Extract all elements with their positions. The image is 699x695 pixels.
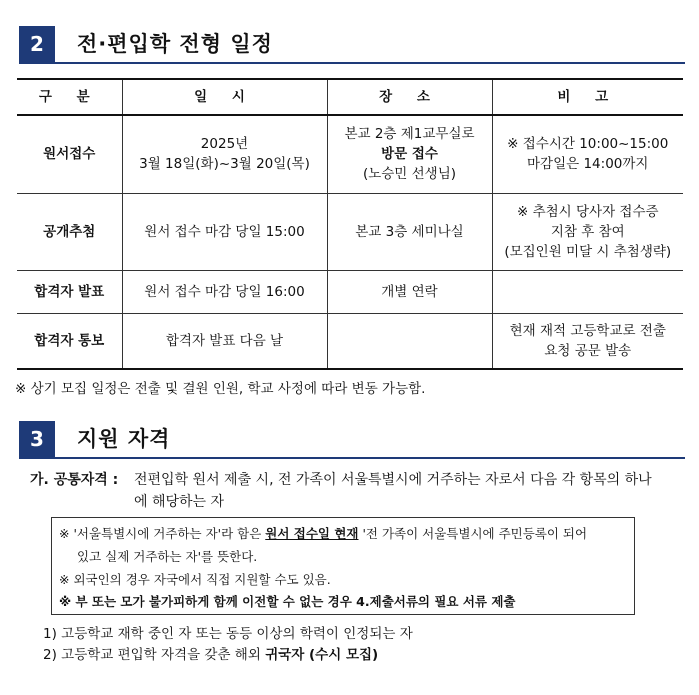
section-title: 전·편입학 전형 일정 <box>77 32 273 56</box>
place-line: 방문 접수 <box>381 146 438 163</box>
section-number: 2 <box>19 26 55 62</box>
list-item-text: 2) 고등학교 편입학 자격을 갖춘 해외 <box>43 647 266 663</box>
notice-text: '전 가족이 서울특별시에 주민등록이 되어 <box>358 526 588 541</box>
row-remarks <box>492 193 683 270</box>
row-place <box>327 313 492 369</box>
remark-line: (모집인원 미달 시 추첨생략) <box>504 243 672 260</box>
notice-line: 있고 실제 거주하는 자'를 뜻한다. <box>77 549 258 564</box>
row-label: 합격자 발표 <box>17 270 122 313</box>
place-line: (노승민 선생님) <box>362 166 457 183</box>
schedule-note: ※ 상기 모집 일정은 전출 및 결원 인원, 학교 사정에 따라 변동 가능함. <box>15 381 426 397</box>
date-line: 3월 18일(화)~3월 20일(목) <box>139 156 310 173</box>
notice-line: ※ 외국인의 경우 자국에서 직접 지원할 수도 있음. <box>59 572 331 587</box>
section-3-header <box>19 421 685 459</box>
header-category: 구 분 <box>17 79 122 115</box>
list-item <box>43 643 378 663</box>
row-place: 본교 3층 세미나실 <box>327 193 492 270</box>
remark-line: 현재 재적 고등학교로 전출 <box>509 322 666 339</box>
section-title: 지원 자격 <box>77 427 171 451</box>
row-datetime: 합격자 발표 다음 날 <box>122 313 327 369</box>
row-label: 공개추첨 <box>17 193 122 270</box>
table-row <box>17 193 683 270</box>
schedule-table <box>17 78 683 370</box>
list-item: 1) 고등학교 재학 중인 자 또는 동등 이상의 학력이 인정되는 자 <box>43 626 413 642</box>
row-place: 개별 연락 <box>327 270 492 313</box>
header-place: 장 소 <box>327 79 492 115</box>
remark-line: 마감일은 14:00까지 <box>527 156 649 173</box>
row-remarks <box>492 115 683 193</box>
section-2-header <box>19 26 685 64</box>
notice-box <box>51 517 635 615</box>
remark-line: ※ 접수시간 10:00~15:00 <box>507 136 669 153</box>
section-number: 3 <box>19 421 55 457</box>
table-row <box>17 313 683 369</box>
remark-line: 지참 후 참여 <box>550 223 625 240</box>
date-line: 2025년 <box>200 136 249 153</box>
table-row <box>17 270 683 313</box>
row-remarks <box>492 313 683 369</box>
row-remarks <box>492 270 683 313</box>
row-label: 합격자 통보 <box>17 313 122 369</box>
qualification-description <box>134 469 690 513</box>
description-line: 에 해당하는 자 <box>134 494 225 510</box>
remark-line: ※ 추첨시 당사자 접수증 <box>516 203 659 220</box>
row-label: 원서접수 <box>17 115 122 193</box>
qualification-label: 가. 공통자격 : <box>30 472 119 488</box>
header-remarks: 비 고 <box>492 79 683 115</box>
row-datetime: 원서 접수 마감 당일 16:00 <box>122 270 327 313</box>
header-datetime: 일 시 <box>122 79 327 115</box>
table-row <box>17 115 683 193</box>
remark-line: 요청 공문 발송 <box>544 342 632 359</box>
list-item-emphasis: 귀국자 (수시 모집) <box>265 647 379 663</box>
place-line: 본교 2층 제1교무실로 <box>344 126 475 143</box>
row-datetime: 원서 접수 마감 당일 15:00 <box>122 193 327 270</box>
notice-line: ※ 부 또는 모가 불가피하게 함께 이전할 수 없는 경우 4.제출서류의 필요 서류 제출 <box>59 594 516 609</box>
description-line: 전편입학 원서 제출 시, 전 가족이 서울특별시에 거주하는 자로서 다음 각 항목의 하나 <box>134 472 652 488</box>
notice-emphasis: 원서 접수일 현재 <box>265 526 359 541</box>
notice-line <box>59 524 587 542</box>
row-datetime <box>122 115 327 193</box>
notice-text: ※ '서울특별시에 거주하는 자'라 함은 <box>59 526 266 541</box>
row-place <box>327 115 492 193</box>
